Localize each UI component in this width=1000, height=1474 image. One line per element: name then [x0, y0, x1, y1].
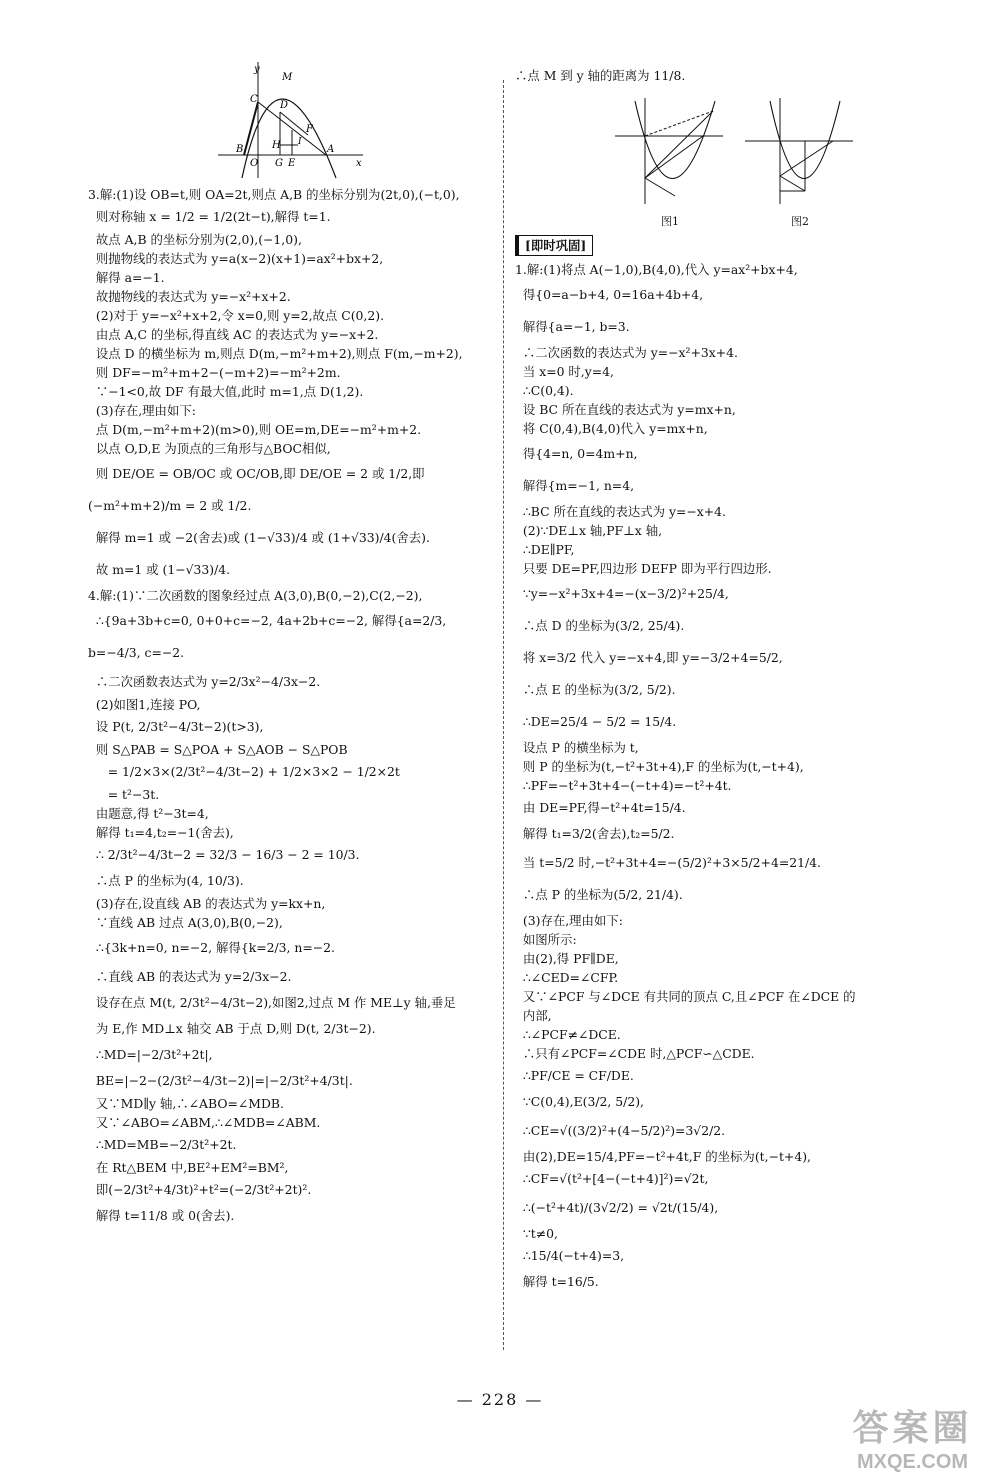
text-line: 则 P 的坐标为(t,−t²+3t+4),F 的坐标为(t,−t+4),: [515, 759, 804, 774]
text-line: (3)存在,理由如下:: [88, 403, 196, 418]
text-line: 故 m=1 或 (1−√33)/4.: [88, 562, 231, 577]
text-line: (2)如图1,连接 PO,: [88, 697, 201, 712]
text-line: ∴点 P 的坐标为(4, 10/3).: [88, 873, 244, 888]
text-line: ∴点 M 到 y 轴的距离为 11/8.: [515, 68, 686, 83]
text-line: 解得 t=11/8 或 0(舍去).: [88, 1208, 235, 1223]
figure-label: M: [282, 72, 293, 83]
text-line: ∴BC 所在直线的表达式为 y=−x+4.: [515, 504, 726, 519]
text-line: ∴MD=|−2/3t²+2t|,: [88, 1047, 213, 1062]
text-line: 解得{a=−1, b=3.: [515, 319, 630, 334]
figure-row: [615, 96, 920, 231]
figure-label: A: [327, 144, 335, 155]
text-line: ∴DE∥PF,: [515, 542, 575, 557]
text-line: ∴二次函数表达式为 y=2/3x²−4/3x−2.: [88, 674, 321, 689]
text-line: ∴PF=−t²+3t+4−(−t+4)=−t²+4t.: [515, 778, 732, 793]
text-line: = t²−3t.: [88, 787, 160, 802]
text-line: ∴{9a+3b+c=0, 0+0+c=−2, 4a+2b+c=−2, 解得{a=2/3, b=−4/3, c=−2.: [88, 613, 451, 660]
text-line: ∵y=−x²+3x+4=−(x−3/2)²+25/4,: [515, 586, 729, 601]
text-line: 设存在点 M(t, 2/3t²−4/3t−2),如图2,过点 M 作 ME⊥y 轴,垂足: [88, 995, 456, 1010]
text-line: 由(2),DE=15/4,PF=−t²+4t,F 的坐标为(t,−t+4),: [515, 1149, 811, 1164]
line-df: [280, 112, 308, 135]
text-line: ∴MD=MB=−2/3t²+2t.: [88, 1137, 237, 1152]
figure-label: F: [306, 124, 313, 135]
text-line: 又∵MD∥y 轴,∴∠ABO=∠MDB.: [88, 1096, 284, 1111]
text-line: 即(−2/3t²+4/3t)²+t²=(−2/3t²+2t)².: [88, 1182, 312, 1197]
watermark-logo: 答案圈: [852, 1407, 973, 1449]
text-line: 则 DF=−m²+m+2−(−m+2)=−m²+2m.: [88, 365, 341, 380]
figure-label: G: [275, 158, 283, 169]
text-line: 由题意,得 t²−3t=4,: [88, 806, 209, 821]
left-column: [88, 60, 493, 1229]
text-line: 得{0=a−b+4, 0=16a+4b+4,: [515, 287, 704, 302]
text-line: 3.解:(1)设 OB=t,则 OA=2t,则点 A,B 的坐标分别为(2t,0),(−t,0),: [88, 187, 460, 202]
text-line: 如图所示:: [515, 932, 577, 947]
figure-2-graph: [745, 96, 855, 206]
right-column: [515, 60, 920, 1295]
text-line: = 1/2×3×(2/3t²−4/3t−2) + 1/2×3×2 − 1/2×2t: [88, 764, 400, 779]
text-line: 设 P(t, 2/3t²−4/3t−2)(t>3),: [88, 719, 264, 734]
figure-label: B: [236, 144, 244, 155]
text-line: ∴∠CED=∠CFP.: [515, 970, 619, 985]
text-line: ∵t≠0,: [515, 1226, 558, 1241]
text-line: 故抛物线的表达式为 y=−x²+x+2.: [88, 289, 291, 304]
text-line: ∵−1<0,故 DF 有最大值,此时 m=1,点 D(1,2).: [88, 384, 364, 399]
figure-label: x: [356, 158, 362, 169]
text-line: 则 S△PAB = S△POA + S△AOB − S△POB: [88, 742, 348, 757]
text-line: 又∵∠PCF 与∠DCE 有共同的顶点 C,且∠PCF 在∠DCE 的: [515, 989, 856, 1004]
text-line: ∴ 2/3t²−4/3t−2 = 32/3 − 16/3 − 2 = 10/3.: [88, 847, 360, 862]
text-line: ∴二次函数的表达式为 y=−x²+3x+4.: [515, 345, 738, 360]
text-line: 解得{m=−1, n=4,: [515, 478, 635, 493]
text-line: ∵C(0,4),E(3/2, 5/2),: [515, 1094, 644, 1109]
text-line: ∴CF=√(t²+[4−(−t+4)]²)=√2t,: [515, 1171, 709, 1186]
text-line: 解得 a=−1.: [88, 270, 165, 285]
text-line: 4.解:(1)∵二次函数的图象经过点 A(3,0),B(0,−2),C(2,−2),: [88, 588, 423, 603]
text-line: ∴15/4(−t+4)=3,: [515, 1248, 625, 1263]
text-line: 设点 D 的横坐标为 m,则点 D(m,−m²+m+2),则点 F(m,−m+2),: [88, 346, 463, 361]
text-line: 则抛物线的表达式为 y=a(x−2)(x+1)=ax²+bx+2,: [88, 251, 384, 266]
section-title: [即时巩固]: [515, 235, 593, 256]
text-line: 只要 DE=PF,四边形 DEFP 即为平行四边形.: [515, 561, 772, 576]
text-line: ∴CE=√((3/2)²+(4−5/2)²)=3√2/2.: [515, 1123, 726, 1138]
text-line: ∴直线 AB 的表达式为 y=2/3x−2.: [88, 969, 292, 984]
watermark-url: MXQE.COM: [856, 1451, 969, 1473]
text-line: 由 DE=PF,得−t²+4t=15/4.: [515, 800, 686, 815]
figure-1: [615, 96, 725, 231]
text-line: ∴C(0,4).: [515, 383, 574, 398]
text-line: 又∵∠ABO=∠ABM,∴∠MDB=∠ABM.: [88, 1115, 321, 1130]
text-line: 解得 m=1 或 −2(舍去)或 (1−√33)/4 或 (1+√33)/4(舍去).: [88, 530, 430, 545]
text-line: ∴PF/CE = CF/DE.: [515, 1068, 634, 1083]
figure-label: O: [250, 158, 259, 169]
text-line: (2)对于 y=−x²+x+2,令 x=0,则 y=2,故点 C(0,2).: [88, 308, 385, 323]
text-line: ∴∠PCF≠∠DCE.: [515, 1027, 621, 1042]
figure-2-caption: 图2: [791, 215, 809, 228]
text-line: 则对称轴 x = 1/2 = 1/2(2t−t),解得 t=1.: [88, 209, 331, 224]
text-line: ∴(−t²+4t)/(3√2/2) = √2t/(15/4),: [515, 1200, 719, 1215]
text-line: 将 x=3/2 代入 y=−x+4,即 y=−3/2+4=5/2,: [515, 650, 783, 665]
text-line: ∵直线 AB 过点 A(3,0),B(0,−2),: [88, 915, 283, 930]
figure-1-caption: 图1: [661, 215, 679, 228]
text-line: 点 D(m,−m²+m+2)(m>0),则 OE=m,DE=−m²+m+2.: [88, 422, 422, 437]
text-line: 设点 P 的横坐标为 t,: [515, 740, 639, 755]
figure-label: y: [254, 64, 260, 75]
column-divider: [503, 80, 504, 1350]
page-number: — 228 —: [456, 1390, 544, 1409]
text-line: 内部,: [515, 1008, 552, 1023]
parabola-figure: [218, 60, 368, 180]
text-line: 得{4=n, 0=4m+n,: [515, 446, 638, 461]
text-line: 设 BC 所在直线的表达式为 y=mx+n,: [515, 402, 736, 417]
text-line: ∴{3k+n=0, n=−2, 解得{k=2/3, n=−2.: [88, 940, 335, 955]
text-line: 由(2),得 PF∥DE,: [515, 951, 619, 966]
text-line: (2)∵DE⊥x 轴,PF⊥x 轴,: [515, 523, 663, 538]
text-line: ∴点 E 的坐标为(3/2, 5/2).: [515, 682, 676, 697]
text-line: 1.解:(1)将点 A(−1,0),B(4,0),代入 y=ax²+bx+4,: [515, 262, 798, 277]
text-line: 将 C(0,4),B(4,0)代入 y=mx+n,: [515, 421, 708, 436]
text-line: 解得 t=16/5.: [515, 1274, 599, 1289]
text-line: 以点 O,D,E 为顶点的三角形与△BOC相似,: [88, 441, 331, 456]
figure-label: C: [250, 94, 258, 105]
text-line: 解得 t₁=4,t₂=−1(舍去),: [88, 825, 234, 840]
text-line: (3)存在,理由如下:: [515, 913, 623, 928]
text-line: BE=|−2−(2/3t²−4/3t−2)|=|−2/3t²+4/3t|.: [88, 1073, 353, 1088]
watermark: [830, 1400, 995, 1474]
text-line: ∴点 P 的坐标为(5/2, 21/4).: [515, 887, 683, 902]
text-line: 当 t=5/2 时,−t²+3t+4=−(5/2)²+3×5/2+4=21/4.: [515, 855, 821, 870]
text-line: 由点 A,C 的坐标,得直线 AC 的表达式为 y=−x+2.: [88, 327, 379, 342]
text-line: ∴点 D 的坐标为(3/2, 25/4).: [515, 618, 685, 633]
figure-label: E: [288, 158, 296, 169]
text-line: ∴只有∠PCF=∠CDE 时,△PCF∽△CDE.: [515, 1046, 755, 1061]
figure-label: H: [272, 140, 281, 151]
text-line: 则 DE/OE = OB/OC 或 OC/OB,即 DE/OE = 2 或 1/2,即 (−m²+m+2)/m = 2 或 1/2.: [88, 466, 429, 513]
figure-label: D: [280, 100, 289, 111]
text-line: ∴DE=25/4 − 5/2 = 15/4.: [515, 714, 677, 729]
text-line: 解得 t₁=3/2(舍去),t₂=5/2.: [515, 826, 675, 841]
text-line: 故点 A,B 的坐标分别为(2,0),(−1,0),: [88, 232, 302, 247]
text-line: 为 E,作 MD⊥x 轴交 AB 于点 D,则 D(t, 2/3t−2).: [88, 1021, 376, 1036]
figure-2: [745, 96, 855, 231]
text-line: (3)存在,设直线 AB 的表达式为 y=kx+n,: [88, 896, 326, 911]
figure-1-graph: [615, 96, 725, 206]
text-line: 当 x=0 时,y=4,: [515, 364, 614, 379]
text-line: 在 Rt△BEM 中,BE²+EM²=BM²,: [88, 1160, 289, 1175]
figure-label: I: [298, 137, 302, 147]
